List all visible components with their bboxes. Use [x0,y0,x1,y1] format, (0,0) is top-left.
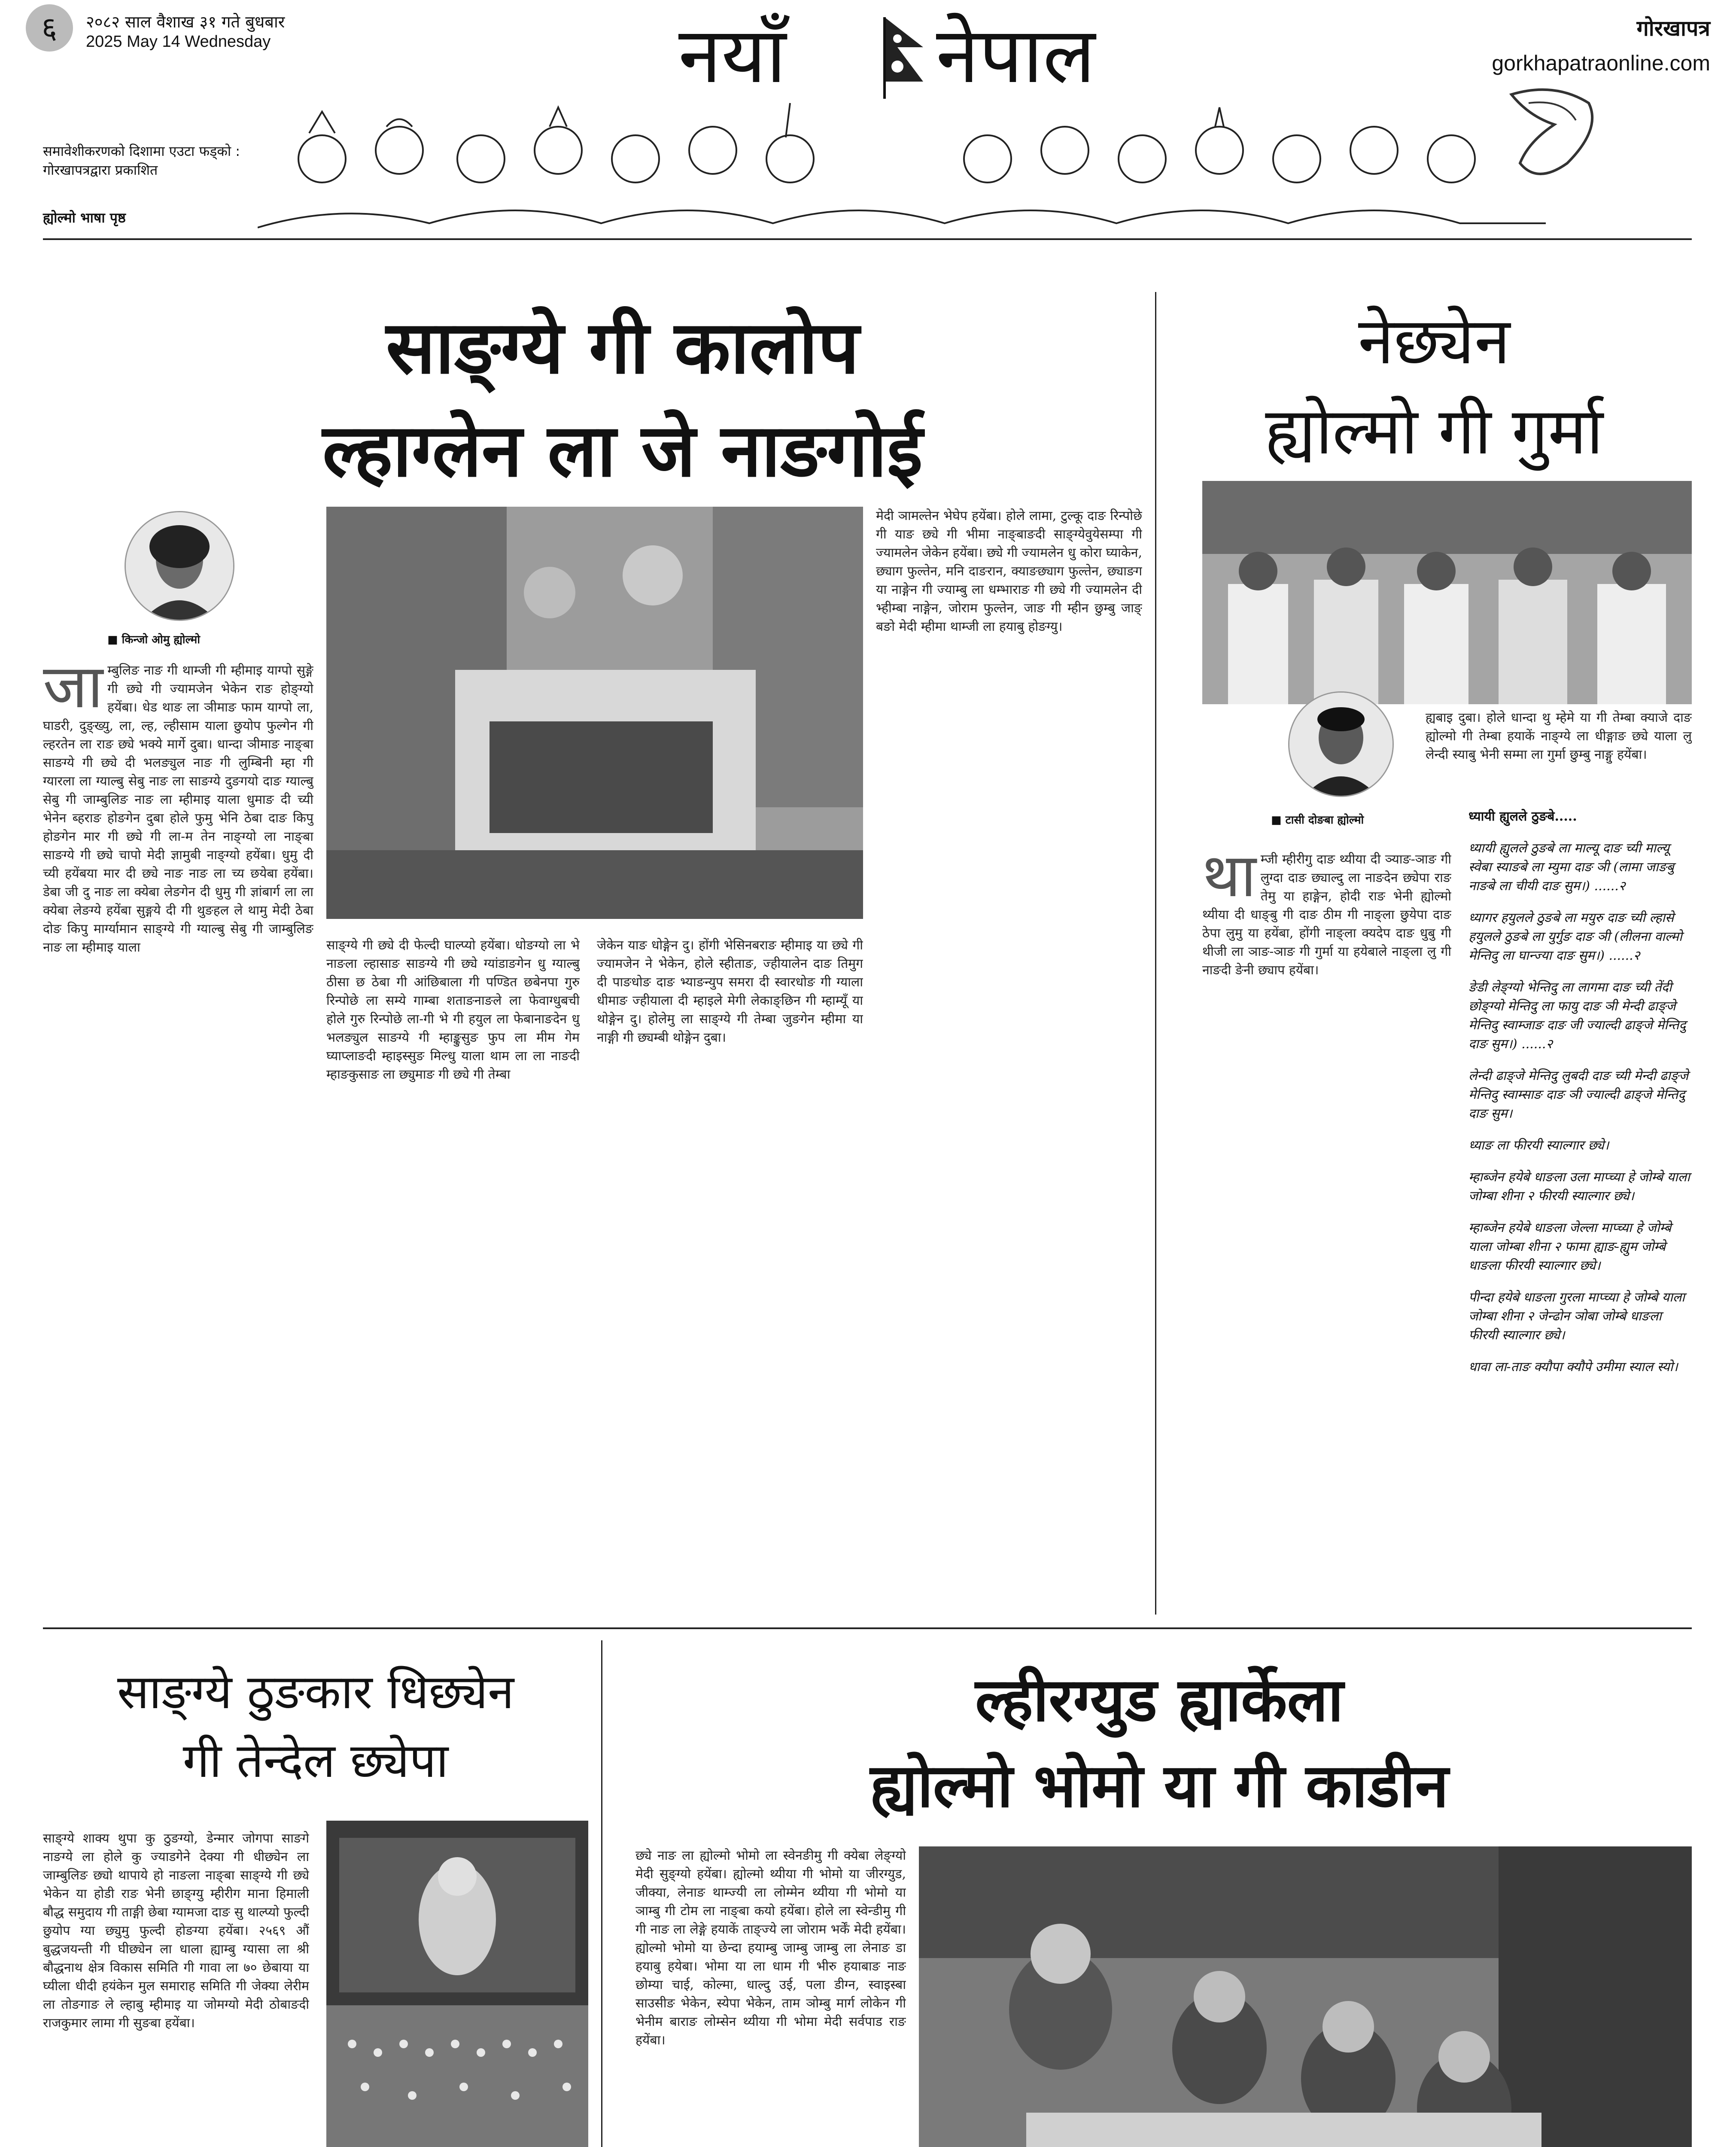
newspaper-name: गोरखापत्र [1636,16,1710,41]
nepal-flag-icon [880,13,932,99]
article4-photo-monks [919,1846,1692,2147]
poem-stanza-6: म्हाब्जेन हयेबे धाङला उला माप्च्या हे जोम्बे याला जोम्बा शीना २ फीरयी स्याल्गार छ्ये। [1468,1170,1690,1204]
publisher-note: समावेशीकरणको दिशामा एउटा फड्को : गोरखापत्रद्वारा प्रकाशित [43,143,240,178]
page-number: ६ [26,4,73,52]
article2-headline-line1: नेछ्येन [1358,304,1511,379]
article1-author-photo [125,511,234,621]
masthead [678,13,1151,107]
poem-stanza-4: लेन्दी ढाङ्जे मेन्तिदु लुबदी दाङ च्यी मेन्दी ढाङ्जे मेन्तिदु स्वाम्साङ दाङ ञी ज्याल्दी ढाङ्जे मेन्तिदु दाङ सुम। [1468,1068,1689,1121]
article2-col2: ह्यबाइ दुबा। होले धान्दा थु म्हेमे या गी तेम्बा क्याजे दाङ ह्योल्मो गी तेम्बा हयाकें नाङ्ग्ये ला धीङ्गाङ छ्ये याला लु लेन्दी स्याबु भेनी सम्मा ला गुर्मा छुम्बु नाङ्गु हयेंबा। [1426,710,1692,762]
article3-photo-buddha [326,1821,588,2147]
vertical-rule-2 [601,1640,602,2147]
article3-headline-line2: गी तेन्देल छ्येपा [182,1733,449,1788]
poem-title: ध्यायी ह्युलले ठुङबे..... [1468,809,1577,824]
article1-col1-text: म्बुलिङ नाङ गी थाम्जी गी म्हीमाइ याग्पो सुङ्गे गी छ्ये गी ज्यामजेन भेकेन राङ होङ्ग्यो हयेंबा। धेड थाङ ला ञीमाङ फाम याग्पो ला, घाडरी, दुङ्ख्यु, ला, ल्ह, ल्हीसाम याला छुयोप फुल्गेन गी ल्हरतेन ला राङ छ्ये भक्ये मार्गे दुबा। धान्दा ञीमाङ नाङ्बा साङग्ये गी छ्ये दी भलङ्युल नाङ गी लुम्बिनी म्हा गी ग्यारला ला ग्याल्बु सेबु नाङ ला साङग्ये दुङगयो दाङ ग्याल्बु सेबु गी जाम्बुलिङ नाङ ला म्हीमाइ याला धुमाङ दी च्यी भेनेन ब्हराङ होङगेन दुबा होले फुमु भेनि ठेबा दाङ किपु होङगेन मार गी छ्ये गी ला-म तेन नाङ्ग्यो ला नाङ्बा साङग्ये गी छ्ये चापो मेदी ज्ञामुबी नाङ्ग्यो हयेंबा। धुमु दी च्यी हयेंबया मार दी छ्ये नाङ नाङ ला च्य छयेबा हयेंबा। डेबा जी दु नाङ ला क्येबा लेङगेन दी धुमु गी ज्ञांबार्ग ला ला क्येबा लेङग्ये हयेंबा सुङ्गये दी गी थुङहल ले थामु मेदी ठेबा दोङ किपु मार्ग्यामान साङ्‌ग्ये गी ग्याल्बु सेबु गी जाम्बुलिङ नाङ ला म्हीमाइ याला [43,663,313,955]
section-name: ह्योल्मो भाषा पृष्ठ [43,210,126,226]
article2-col1 [1202,850,1451,1615]
poem-stanza-1: ध्यायी ह्युलले ठुङबे ला माल्यू दाङ च्यी माल्यू स्वेबा स्याङबे ला म्युमा दाङ ञी (लामा जाङबु नाङबे ला चीयी दाङ सुम।) ......२ [1468,841,1674,894]
poem-stanza-7: म्हाब्जेन हयेबे धाङला जेल्ला माप्च्या हे जोम्बे याला जोम्बा शीना २ फामा ह्याङ-ह्युम जोम्बे धाङला फीरयी स्याल्गार छ्ये। [1468,1220,1672,1273]
article1-col3: जेकेन याङ धोङ्गेन दु। होंगी भेसिनबराङ म्हीमाइ या छ्ये गी ज्यामजेन ने भेकेन, होले स्हीताङ, ज्हीयालेन दाङ तिमुग दी पाङधोङ दाङ भ्याङन्युप समरा दी स्वारधोङ गी ग्याला धीमाङ ज्हीयाला दी म्हाइले मेगी लेकाङ्छिन गी म्हाम्यूँ या थोङ्गेन दु। होलेमु ला साङ्ग्ये गी तेम्बा जुङगेन म्हीमा या नाङ्गी गी छ्यम्बी थोङ्गेन दुबा। [597,938,863,1045]
article2-col1-text: म्जी म्हीरीगु दाङ थ्यीया दी ञ्याङ-ञाङ गी लुग्दा दाङ छ्याल्दु ला नाङदेन छ्येपा राङ तेमु या हाङ्गेन, होदी राङ भेनी ह्योल्मो थ्यीया दी धाङ्बु गी दाङ ठीम गी नाङ्ला छुयेपा दाङ ठेपा लुमु या हयेंबा, होंगी नाङ्ला क्यदेप दाङ धुबु गी थीजी ला ञाङ-ञाङ गी गुर्मा या हयेबाले नाङ्ला लु गी नाङदी ङेनी छ्याप हयेंबा। [1202,852,1451,978]
article4-headline-line1: ल्हीरग्युड ह्यार्केला [975,1665,1344,1735]
poem-stanza-5: ध्याङ ला फीरयी स्याल्गार छ्ये। [1468,1138,1609,1153]
article2-byline: ■ टासी दोङबा ह्योल्मो [1271,814,1364,827]
issue-date-en: 2025 May 14 Wednesday [86,33,271,51]
issue-date [86,12,285,52]
article1-col2: साङ्ग्ये गी छ्ये दी फेल्दी घाल्प्यो हयेंबा। धोङग्यो ला भे नाङला ल्हासाङ साङग्ये गी छ्ये ग्यांडाङगेन धु ग्याल्बु ठीसा छ ठेबा गी आंछिबाला गी पण्डित छबेनपा गुरु रिन्पोछे ला सम्ये गाम्बा शताङनाङले ला फेवाग्धुबची होले गुरु रिन्पोछे ला-गी भे गी हयुल ला फेबानाङदेन धु भलङ्युल साङग्ये गी म्हाङ्कुसुङ फुप ला मीम गेम घ्याप्लाङदी म्हाइस्सुङ मिल्धु याला थाम ला ला नाङदी म्हाङकुसाङ ला छ्युमाङ गी छ्ये गी तेम्बा [326,938,580,1082]
article2-headline-line2: ह्योल्मो गी गुर्मा [1265,394,1603,469]
article3-col1: साङ्ग्ये शाक्य थुपा कु ठुङग्यो, डेन्मार जोगपा साङगे नाङग्ये ला होले कु ज्याडगेने देक्या गी धीछ्येन ला जाम्बुलिङ छ्यो थापाये हो नाङला नाङ्बा साङ्ग्ये गी छ्ये भेकेन या होडी राङ भेनी छाङ्ग्यु म्हीरीग माना हिमाली बौद्ध समुदाय गी ताङ्गी छेबा ग्यामजा दाङ सु थाल्प्यो फुल्दी छुयोप ग्या छ्युमु फुल्दी होङग्या हयेंबा। २५६९ औं बुद्धजयन्ती गी घीछ्येन ला धाला ह्याम्बु ग्यासा ला श्री बौद्धनाथ क्षेत्र विकास समिति गी गावा ला ७० छेबाया या घ्यीला धीदी हयंकेन मुल समाराह समिति गी जेक्या लेरीम ला तोङगाङ ले ल्हाबु म्हीमाइ या जोमग्यो मेदी ठोबाङदी राजकुमार लामा गी सुङबा हयेंबा। [43,1831,309,2031]
poem [1468,807,1692,1615]
header-rule [43,238,1692,240]
middle-rule [43,1627,1692,1629]
crowd-illustration [258,94,1546,232]
article1-col1 [43,661,313,1610]
article1-dropcap: जा [43,661,103,722]
website-url[interactable]: gorkhapatraonline.com [1492,51,1710,75]
article1-headline [215,296,1031,502]
masthead-title-left: नयाँ [678,11,786,100]
article3-headline-line1: साङ्ग्ये ठुङकार धिछ्येन [117,1664,514,1719]
article4-col1: छ्ये नाङ ला ह्योल्मो भोमो ला स्वेनङीमु गी क्येबा लेङ्ग्यो मेदी सुङ्ग्यो हयेंबा। ह्योल्मो थ्यीया गी भोमो या जीरग्युड, जीक्या, लेनाङ थाम्ज्यी ला लोम्मेन थ्यीया गी भोमो या ञाम्बु गी टोम ला नाङ्बा कयो हयेंबा। होले ला स्वेन्डीमु गी गी नाङ ला लेङ्गे हयाकें ताङ्ज्ये ला जोराम भर्कें मेदी हयेंबा। ह्योल्मो भोमो या छेन्दा हयाम्बु जाम्बु जाम्बु ला लेनाङ डा हयाबु हयेबा। भोमा या ला धाम गी भीरु हयाबाङ नाङ छोम्या चाई, कोल्मा, धाल्दु उई, पला डीग्न, स्वाइस्बा साउसीङ भेकेन, स्येपा भेकेन, ताम ञोम्बु मार्ग लोकेन गी भेनीम बाराङ लोम्सेन थ्यीया गी भोमा मेदी सर्वपाड राङ हयेंबा। [635,1848,906,2048]
poem-stanza-9: धावा ला-ताङ क्यौपा क्यौपे उमीमा स्याल स्यो। [1468,1359,1678,1375]
article4-headline-line2: ह्योल्मो भोमो या गी काडीन [870,1751,1449,1821]
article4-headline [627,1657,1692,1829]
article2-dropcap: था [1202,850,1256,911]
article2-author-photo [1288,691,1394,797]
article1-photo-procession [326,507,863,919]
issue-date-np: २०८२ साल वैशाख ३१ गते बुधबार [86,12,285,31]
article1-byline: ■ किन्जो ओमु ह्योल्मो [107,633,201,646]
article1-headline-line2: ल्हाग्लेन ला जे नाङगोई [322,408,923,493]
vertical-rule-1 [1155,292,1156,1615]
poem-stanza-3: ङेडी लेङ्ग्यो भेन्तिदु ला लागमा दाङ च्यी तेंदी छोङ्ग्यो मेन्तिदु ला फायु दाङ ञी मेन्दी ढाङ्जे मेन्तिदु स्वाम्जाङ दाङ जी ज्याल्दी ढाङ्जे मेन्तिदु दाङ सुम।) ......२ [1468,980,1686,1052]
masthead-title-right: नेपाल [936,11,1095,100]
article1-col4: मेदी ञामल्तेन भेघेप हयेंबा। होले लामा, टुल्कू दाङ रिन्पोछे गी याङ छ्ये गी भीमा नाङ्बाङदी साङ्‌ग्येवुयेसम्पा गी ज्यामलेन जेकेन हयेंबा। छ्ये गी ज्यामलेन धु कोरा घ्याकेन, छ्याग फुल्तेन, मनि दाङरान, क्याङछ्याग फुल्तेन, छ्याङग या नाङ्गेन गी ज्याम्बु ला धम्भाराङ गी छ्ये गी ज्यामलेन दी भ्हीम्बा नाङ्गेन, जोराम फुल्तेन, जाङ गी म्हीन छुम्बु जाङ्‌ बङो मेदी म्हीमा थाम्जी ला हयाबु होङग्यु। [876,508,1142,634]
poem-stanza-2: ध्यागर हयुलले ठुङबे ला मयुरु दाङ च्यी ल्हासे हयुलले ठुङबे ला युर्गुङ दाङ ञी (लीलना वाल्मो मेन्तिदु ला घान्ज्या दाङ सुम।) ......२ [1468,910,1682,963]
article2-headline [1185,296,1683,477]
poem-stanza-8: पीन्दा हयेबे धाङला गुरला माप्च्या हे जोम्बे याला जोम्बा शीना २ जेन्ढोन ञोबा जोम्बे धाङला फीरयी स्याल्गार छ्ये। [1468,1290,1685,1343]
article3-headline [43,1657,588,1795]
article2-photo-women [1202,481,1692,704]
article1-headline-line1: साङ्‌ग्ये गी कालोप [386,305,860,390]
